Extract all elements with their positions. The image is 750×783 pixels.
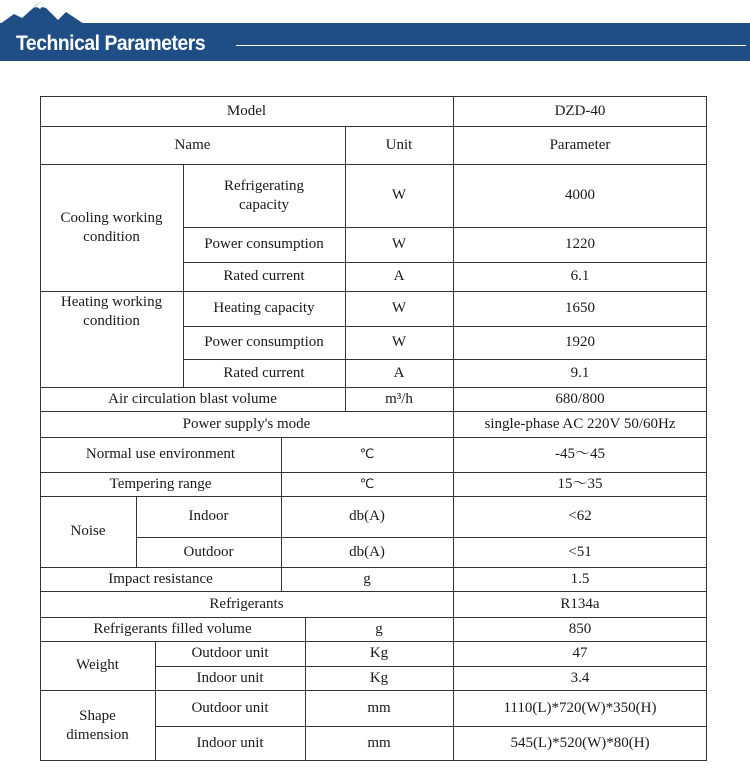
weight-value-2: 3.4 — [570, 669, 590, 686]
refrigerants-value: R134a — [560, 595, 600, 612]
air-volume-name: Air circulation blast volume — [108, 390, 277, 407]
title-underline — [236, 45, 746, 46]
cooling-unit-3: A — [393, 268, 405, 284]
impact-name: Impact resistance — [108, 570, 213, 587]
power-supply-value: single-phase AC 220V 50/60Hz — [484, 415, 676, 432]
shape-unit-1: mm — [367, 699, 391, 716]
noise-name-2: Outdoor — [183, 543, 234, 560]
power-supply-name: Power supply's mode — [182, 415, 311, 432]
air-volume-unit: m³/h — [385, 390, 413, 407]
environment-unit: ℃ — [359, 447, 375, 462]
shape-name-1: Outdoor unit — [191, 699, 269, 716]
model-value: DZD-40 — [554, 102, 606, 119]
header-name: Name — [174, 136, 211, 153]
cooling-unit-1: W — [391, 187, 407, 203]
noise-value-1: <62 — [568, 508, 592, 524]
heating-unit-3: A — [393, 364, 405, 381]
weight-value-1: 47 — [572, 645, 588, 661]
heating-name-2: Power consumption — [204, 334, 324, 350]
cooling-name-3: Rated current — [223, 268, 305, 284]
cooling-value-1: 4000 — [565, 187, 595, 203]
environment-value: -45～45 — [555, 446, 605, 462]
heating-name-1: Heating capacity — [213, 300, 315, 316]
cooling-value-2: 1220 — [565, 236, 595, 252]
environment-name: Normal use environment — [85, 446, 236, 462]
cooling-name-1: Refrigerating capacity — [224, 177, 304, 213]
weight-group-label: Weight — [76, 657, 119, 673]
cooling-group-label: Cooling working condition — [60, 209, 163, 245]
impact-unit: g — [363, 570, 371, 587]
noise-group-label: Noise — [70, 523, 106, 539]
parameters-table — [40, 96, 707, 761]
shape-value-2: 545(L)*520(W)*80(H) — [510, 735, 650, 751]
heating-group-label: Heating working condition — [60, 294, 163, 329]
refrigerant-volume-value: 850 — [568, 620, 592, 637]
header-parameter: Parameter — [549, 136, 611, 153]
noise-unit-2: db(A) — [349, 543, 385, 560]
refrigerant-volume-unit: g — [375, 620, 383, 637]
refrigerants-name: Refrigerants — [209, 595, 284, 612]
cooling-name-2: Power consumption — [204, 236, 324, 252]
heating-value-2: 1920 — [565, 334, 595, 350]
noise-value-2: <51 — [568, 543, 592, 560]
impact-value: 1.5 — [570, 570, 590, 587]
heating-name-3: Rated current — [223, 364, 305, 381]
model-label: Model — [226, 102, 267, 119]
weight-unit-1: Kg — [369, 645, 389, 661]
heating-unit-2: W — [391, 334, 407, 350]
noise-name-1: Indoor — [188, 508, 229, 524]
shape-group-label: Shape dimension — [66, 707, 129, 743]
air-volume-value: 680/800 — [555, 390, 605, 407]
shape-name-2: Indoor unit — [196, 735, 264, 751]
noise-unit-1: db(A) — [349, 508, 385, 524]
cooling-unit-2: W — [391, 236, 407, 252]
weight-name-2: Indoor unit — [196, 669, 264, 686]
heating-unit-1: W — [391, 300, 407, 316]
page-title: Technical Parameters — [16, 32, 206, 55]
weight-name-1: Outdoor unit — [191, 645, 269, 661]
shape-unit-2: mm — [367, 735, 391, 751]
heating-value-3: 9.1 — [570, 364, 590, 381]
weight-unit-2: Kg — [369, 669, 389, 686]
header-unit: Unit — [385, 136, 413, 153]
tempering-unit: ℃ — [359, 476, 375, 492]
refrigerant-volume-name: Refrigerants filled volume — [93, 620, 252, 637]
header-banner — [0, 0, 750, 62]
tempering-value: 15～35 — [557, 475, 603, 492]
shape-value-1: 1110(L)*720(W)*350(H) — [503, 699, 657, 716]
cooling-value-3: 6.1 — [570, 268, 590, 284]
heating-value-1: 1650 — [565, 300, 595, 316]
tempering-name: Tempering range — [109, 475, 212, 492]
